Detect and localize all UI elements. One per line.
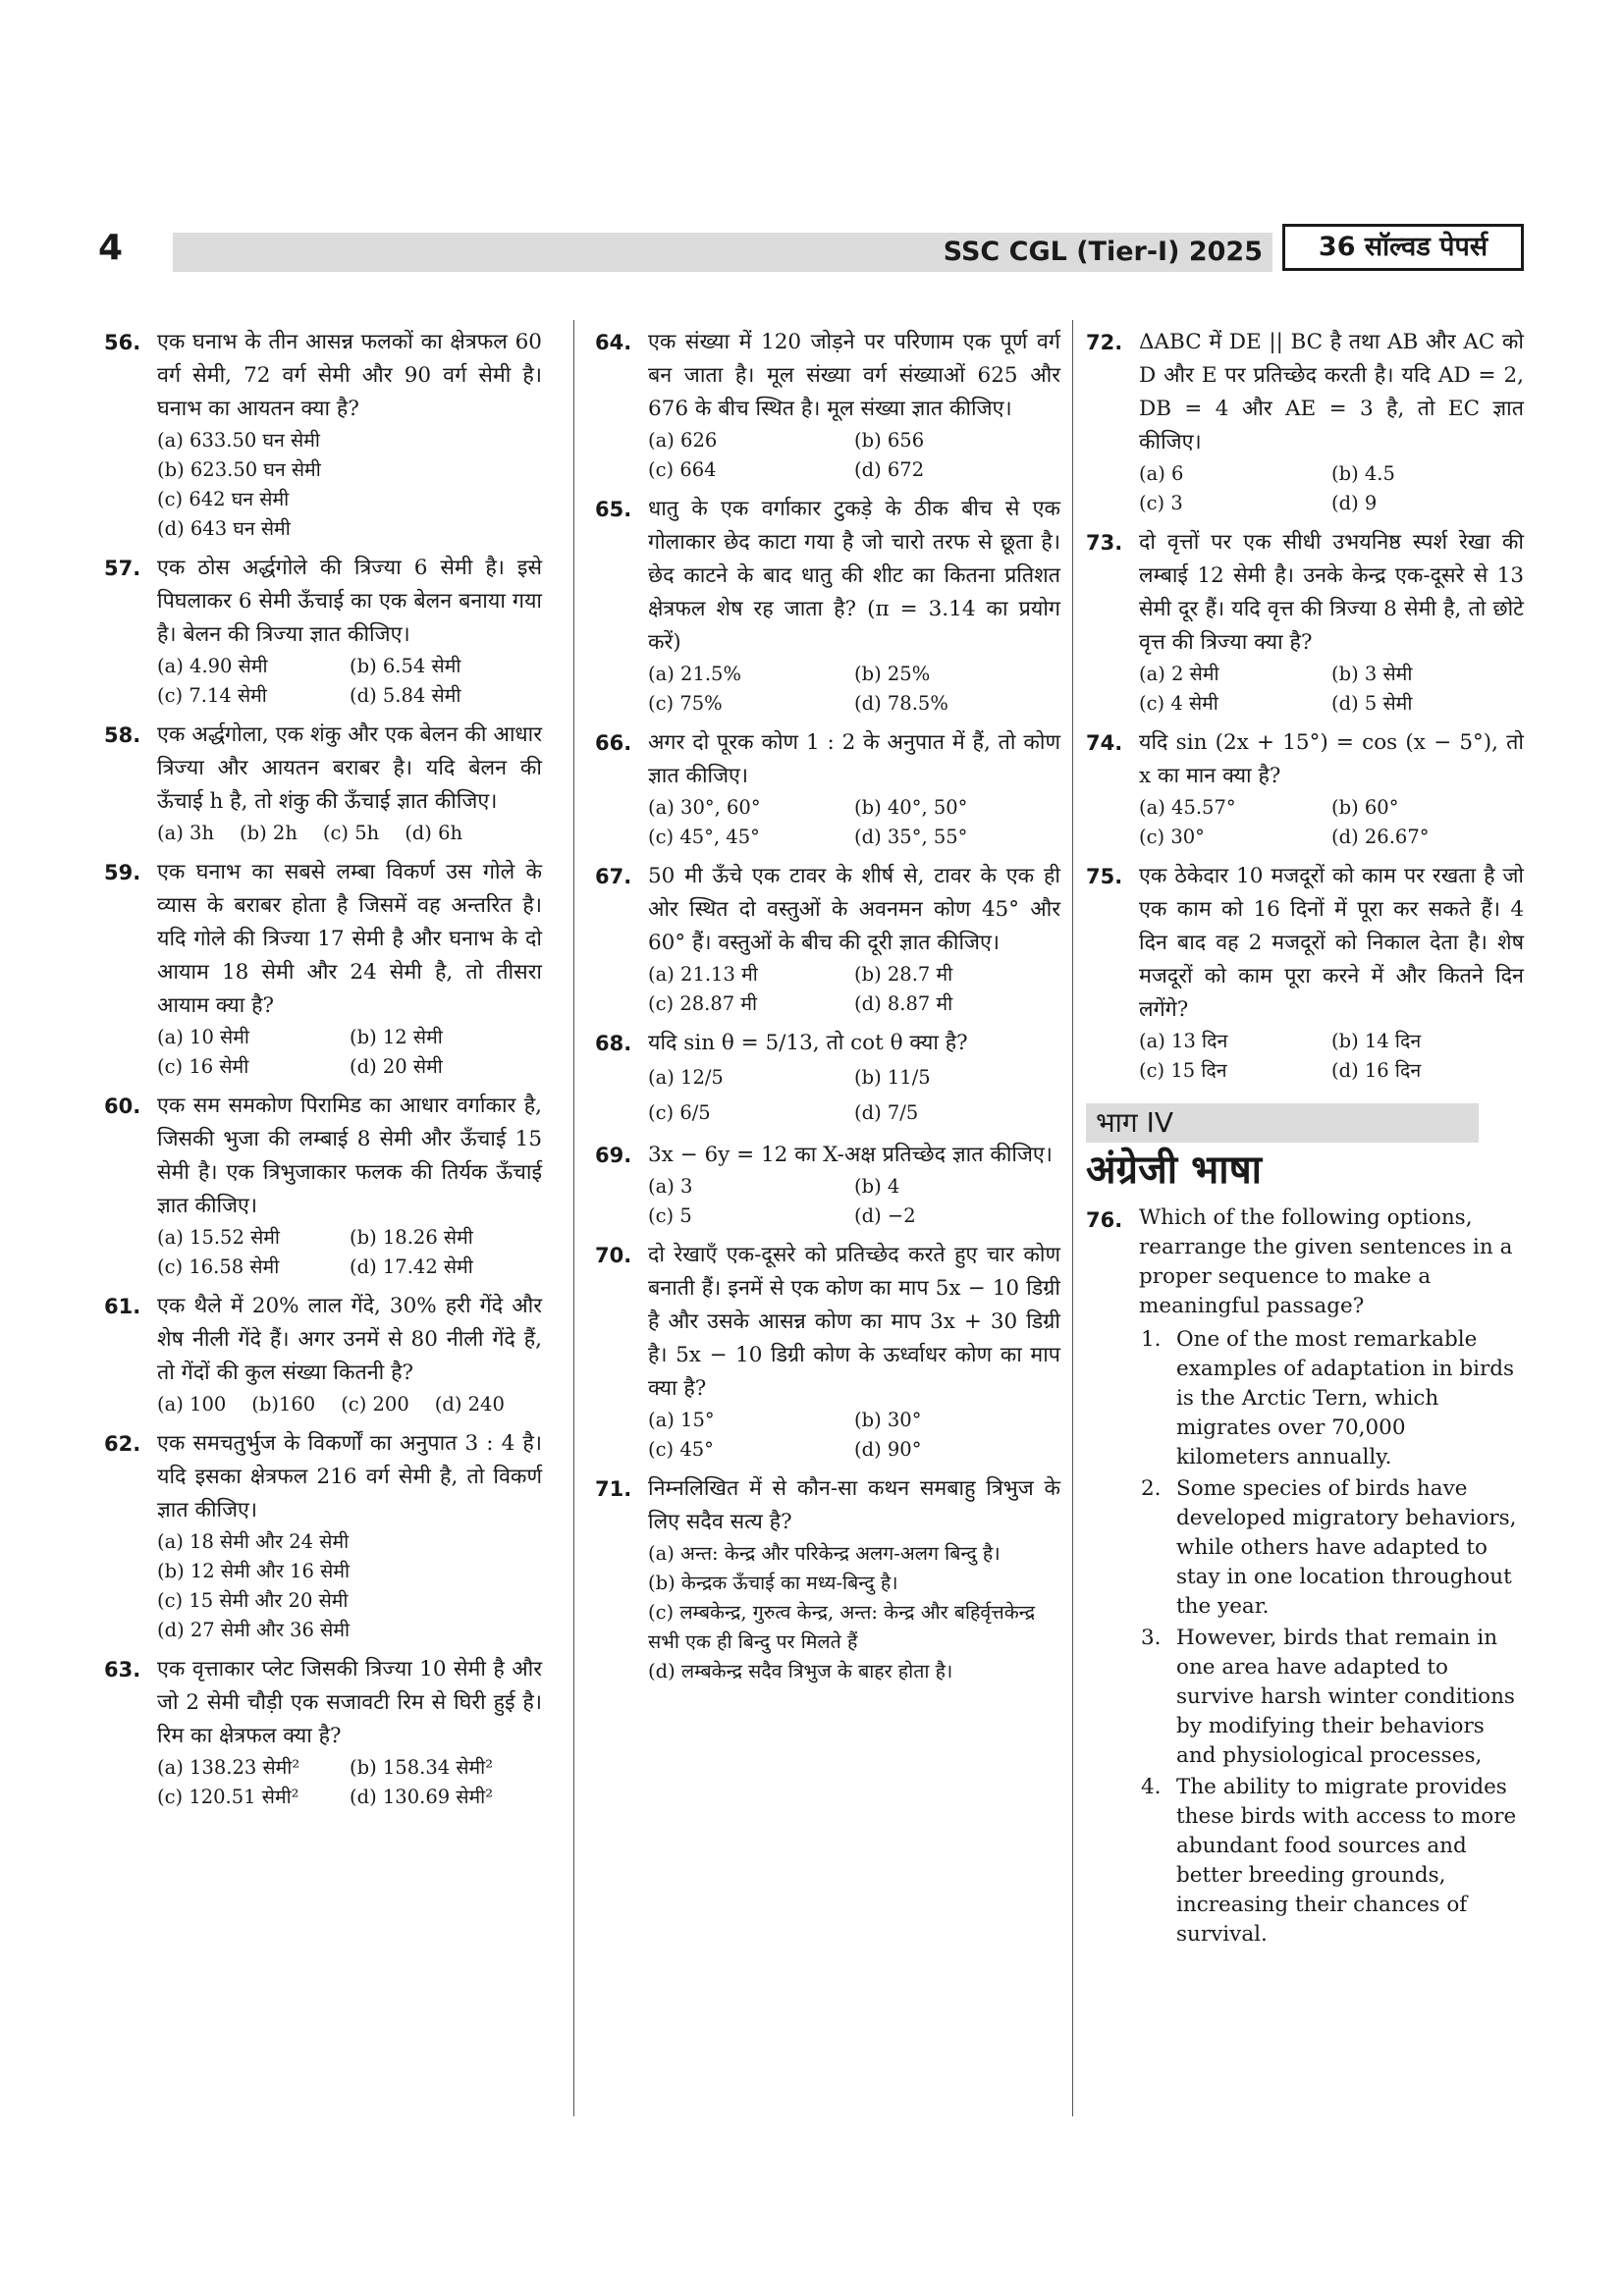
option: (b) 158.34 सेमी² — [350, 1756, 494, 1779]
question-item — [595, 1239, 1060, 1465]
sentence-number: 4. — [1141, 1775, 1162, 1799]
option: (c) 664 — [648, 458, 717, 481]
option: (a) 2 सेमी — [1139, 663, 1219, 685]
sentence-number: 1. — [1141, 1327, 1162, 1352]
options — [648, 1406, 1060, 1465]
question-text: एक थैले में 20% लाल गेंदे, 30% हरी गेंदे और शेष नीली गेंदे हैं। अगर उनमें से 80 नीली गेंदे हैं, तो गेंदों की कुल संख्या कितनी है? — [157, 1294, 542, 1385]
question-number: 57. — [104, 557, 141, 580]
option: (b)160 — [251, 1393, 316, 1415]
options — [1139, 793, 1524, 852]
question-text: यदि sin (2x + 15°) = cos (x − 5°), तो x का मान क्या है? — [1139, 730, 1524, 788]
option: (b) 28.7 मी — [854, 963, 953, 986]
question-item — [595, 326, 1060, 485]
option: (d) लम्बकेन्द्र सदैव त्रिभुज के बाहर होता है। — [648, 1660, 953, 1682]
option: (c) 16.58 सेमी — [157, 1255, 280, 1278]
option: (a) 21.5% — [648, 663, 741, 685]
question-number: 61. — [104, 1295, 141, 1318]
question-text: अगर दो पूरक कोण 1 : 2 के अनुपात में हैं, तो कोण ज्ञात कीजिए। — [648, 730, 1060, 788]
option: (c) 30° — [1139, 826, 1205, 848]
option: (a) 626 — [648, 429, 718, 452]
option: (d) 5.84 सेमी — [350, 684, 461, 707]
option: (c) 16 सेमी — [157, 1055, 249, 1078]
options — [648, 1060, 1060, 1131]
options — [157, 652, 542, 711]
section-title: अंग्रेजी भाषा — [1086, 1148, 1263, 1193]
question-number: 64. — [595, 331, 632, 354]
option: (d) 16 दिन — [1331, 1059, 1422, 1082]
option: (b) 3 सेमी — [1331, 663, 1413, 685]
option: (c) 3 — [1139, 492, 1183, 514]
options — [157, 1753, 542, 1812]
option: (a) 21.13 मी — [648, 963, 758, 986]
column-divider — [1072, 320, 1073, 2116]
question-number: 73. — [1086, 531, 1123, 555]
question-number: 75. — [1086, 865, 1123, 888]
question-text: ΔABC में DE || BC है तथा AB और AC को D और E पर प्रतिच्छेद करती है। यदि AD = 2, DB = 4 और AE = 3 है, तो EC ज्ञात कीजिए। — [1139, 330, 1524, 454]
option: (c) 200 — [341, 1393, 409, 1415]
options — [1139, 459, 1524, 518]
sentence-item — [1139, 1325, 1524, 1472]
sentence-text: One of the most remarkable examples of adaptation in birds is the Arctic Tern, which migrates over 70,000 kilometers annually. — [1176, 1327, 1515, 1469]
question-number: 60. — [104, 1095, 141, 1118]
section-label: भाग IV — [1086, 1103, 1479, 1143]
options — [648, 960, 1060, 1019]
sentence-number: 2. — [1141, 1476, 1162, 1501]
question-number: 69. — [595, 1144, 632, 1167]
option: (a) 15.52 सेमी — [157, 1226, 280, 1249]
question-item — [104, 1090, 542, 1282]
option: (d) 5 सेमी — [1331, 692, 1413, 715]
option: (b) 11/5 — [854, 1066, 931, 1089]
option: (a) 6 — [1139, 462, 1184, 485]
question-item — [595, 726, 1060, 852]
question-item — [104, 552, 542, 711]
question-text: धातु के एक वर्गाकार टुकड़े के ठीक बीच से एक गोलाकार छेद काटा गया है जो चारो तरफ से छूता है। छेद काटने के बाद धातु की शीट का कितना प्रतिशत क्षेत्रफल शेष रह जाता है? (π = 3.14 का प्रयोग करें) — [648, 497, 1060, 655]
option: (d) 26.67° — [1331, 826, 1430, 848]
option: (b) 12 सेमी — [350, 1026, 443, 1048]
sentence-item — [1139, 1773, 1524, 1949]
option: (c) 7.14 सेमी — [157, 684, 267, 707]
question-item — [104, 856, 542, 1082]
option: (d) 6h — [405, 822, 463, 844]
question-number: 58. — [104, 723, 141, 747]
option: (d) 9 — [1331, 492, 1378, 514]
options — [1139, 1027, 1524, 1086]
question-item — [104, 719, 542, 848]
option: (c) लम्बकेन्द्र, गुरुत्व केन्द्र, अन्त: केन्द्र और बहिर्वृत्तकेन्द्र सभी एक ही बिन्दु पर मिलते हैं — [648, 1601, 1036, 1653]
option: (d) 27 सेमी और 36 सेमी — [157, 1619, 351, 1641]
page-number: 4 — [98, 228, 124, 268]
option: (c) 5h — [322, 822, 380, 844]
question-text: एक सम समकोण पिरामिड का आधार वर्गाकार है, जिसकी भुजा की लम्बाई 8 सेमी और ऊँचाई 15 सेमी है। एक त्रिभुजाकार फलक की तिर्यक ऊँचाई ज्ञात कीजिए। — [157, 1094, 542, 1218]
option: (d) 7/5 — [854, 1101, 919, 1124]
sentence-text: However, birds that remain in one area have adapted to survive harsh winter conditions by modifying their behaviors and physiological processes, — [1176, 1626, 1515, 1768]
question-text: एक घनाभ का सबसे लम्बा विकर्ण उस गोले के व्यास के बराबर होता है जिसमें वह अन्तरित है। यदि गोले की त्रिज्या 17 सेमी है और घनाभ के दो आयाम 18 सेमी और 24 सेमी है, तो तीसरा आयाम क्या है? — [157, 860, 542, 1018]
option: (a) 4.90 सेमी — [157, 655, 268, 677]
option: (d) 20 सेमी — [350, 1055, 443, 1078]
option: (c) 75% — [648, 692, 723, 715]
option: (c) 28.87 मी — [648, 992, 758, 1015]
question-number: 72. — [1086, 331, 1123, 354]
question-item — [595, 1472, 1060, 1686]
option: (c) 4 सेमी — [1139, 692, 1218, 715]
options — [157, 1527, 542, 1645]
option: (c) 45°, 45° — [648, 826, 760, 848]
option: (b) 2h — [240, 822, 298, 844]
header-bar — [173, 233, 1272, 272]
column-1 — [104, 326, 542, 1820]
options — [157, 819, 542, 848]
question-item — [104, 1653, 542, 1812]
question-item — [104, 326, 542, 544]
option: (a) 3 — [648, 1175, 693, 1198]
question-text: 50 मी ऊँचे एक टावर के शीर्ष से, टावर के एक ही ओर स्थित दो वस्तुओं के अवनमन कोण 45° और 60° हैं। वस्तुओं के बीच की दूरी ज्ञात कीजिए। — [648, 864, 1060, 955]
option: (d) 8.87 मी — [854, 992, 953, 1015]
option: (b) 623.50 घन सेमी — [157, 458, 321, 481]
option: (b) 14 दिन — [1331, 1030, 1422, 1052]
option: (b) केन्द्रक ऊँचाई का मध्य-बिन्दु है। — [648, 1572, 898, 1594]
option: (a) 30°, 60° — [648, 796, 761, 819]
question-number: 76. — [1086, 1208, 1123, 1232]
question-text: एक संख्या में 120 जोड़ने पर परिणाम एक पूर्ण वर्ग बन जाता है। मूल संख्या वर्ग संख्याओं 625 और 676 के बीच स्थित है। मूल संख्या ज्ञात कीजिए। — [648, 330, 1060, 421]
option: (a) 100 — [157, 1393, 227, 1415]
question-item — [595, 493, 1060, 719]
options — [157, 1390, 542, 1419]
option: (d) 90° — [854, 1438, 922, 1461]
options — [648, 1172, 1060, 1231]
option: (d) −2 — [854, 1204, 916, 1227]
option: (d) 17.42 सेमी — [350, 1255, 473, 1278]
option: (b) 30° — [854, 1409, 922, 1431]
option: (c) 15 दिन — [1139, 1059, 1227, 1082]
sentence-text: The ability to migrate provides these birds with access to more abundant food sources and better breeding grounds, increasing their chances of survival. — [1176, 1775, 1517, 1947]
option: (a) 12/5 — [648, 1066, 724, 1089]
question-text: एक घनाभ के तीन आसन्न फलकों का क्षेत्रफल 60 वर्ग सेमी, 72 वर्ग सेमी और 90 वर्ग सेमी है। घनाभ का आयतन क्या है? — [157, 330, 542, 421]
question-item — [595, 1027, 1060, 1131]
question-text: एक अर्द्धगोला, एक शंकु और एक बेलन की आधार त्रिज्या और आयतन बराबर है। यदि बेलन की ऊँचाई h है, तो शंकु की ऊँचाई ज्ञात कीजिए। — [157, 722, 542, 814]
question-number: 63. — [104, 1658, 141, 1682]
option: (c) 642 घन सेमी — [157, 488, 290, 510]
options — [157, 426, 542, 544]
options — [648, 793, 1060, 852]
question-text: 3x − 6y = 12 का X-अक्ष प्रतिच्छेद ज्ञात कीजिए। — [648, 1143, 1053, 1167]
question-item — [1086, 326, 1524, 518]
question-76 — [1086, 1203, 1524, 1949]
options — [648, 1539, 1060, 1686]
question-number: 68. — [595, 1032, 632, 1055]
question-item — [1086, 526, 1524, 719]
option: (b) 12 सेमी और 16 सेमी — [157, 1560, 351, 1582]
option: (b) 18.26 सेमी — [350, 1226, 473, 1249]
question-number: 62. — [104, 1432, 141, 1456]
option: (c) 6/5 — [648, 1101, 711, 1124]
option: (a) 10 सेमी — [157, 1026, 249, 1048]
question-text: दो रेखाएँ एक-दूसरे को प्रतिच्छेद करते हुए चार कोण बनाती हैं। इनमें से एक कोण का माप 5x − 10 डिग्री है और उसके आसन्न कोण का माप 3x + 30 डिग्री है। 5x − 10 डिग्री कोण के ऊर्ध्वाधर कोण का माप क्या है? — [648, 1243, 1060, 1401]
option: (a) 45.57° — [1139, 796, 1236, 819]
sentence-list — [1139, 1325, 1524, 1949]
option: (b) 40°, 50° — [854, 796, 968, 819]
options — [648, 426, 1060, 485]
question-number: 70. — [595, 1244, 632, 1267]
option: (a) 13 दिन — [1139, 1030, 1228, 1052]
book-title-box: 36 सॉल्वड पेपर्स — [1282, 224, 1524, 271]
question-item — [104, 1290, 542, 1419]
option: (b) 25% — [854, 663, 931, 685]
option: (c) 45° — [648, 1438, 714, 1461]
option: (c) 5 — [648, 1204, 692, 1227]
option: (c) 15 सेमी और 20 सेमी — [157, 1589, 349, 1612]
option: (a) 3h — [157, 822, 215, 844]
question-item — [595, 1139, 1060, 1231]
column-3 — [1086, 326, 1524, 1957]
question-number: 71. — [595, 1477, 632, 1501]
question-text: निम्नलिखित में से कौन-सा कथन समबाहु त्रिभुज के लिए सदैव सत्य है? — [648, 1476, 1060, 1534]
question-number: 59. — [104, 861, 141, 884]
option: (d) 672 — [854, 458, 925, 481]
question-text: दो वृत्तों पर एक सीधी उभयनिष्ठ स्पर्श रेखा की लम्बाई 12 सेमी है। उनके केन्द्र एक-दूसरे से 13 सेमी दूर हैं। यदि वृत्त की त्रिज्या 8 सेमी है, तो छोटे वृत्त की त्रिज्या क्या है? — [1139, 530, 1524, 655]
question-number: 65. — [595, 498, 632, 521]
sentence-text: Some species of birds have developed migratory behaviors, while others have adapted to stay in one location throughout the year. — [1176, 1476, 1517, 1619]
options — [157, 1023, 542, 1082]
option: (a) 15° — [648, 1409, 715, 1431]
sentence-item — [1139, 1474, 1524, 1622]
option: (a) 633.50 घन सेमी — [157, 429, 320, 452]
question-text: एक समचतुर्भुज के विकर्णों का अनुपात 3 : 4 है। यदि इसका क्षेत्रफल 216 वर्ग सेमी है, तो विकर्ण ज्ञात कीजिए। — [157, 1431, 542, 1522]
question-item — [595, 860, 1060, 1019]
question-text: Which of the following options, rearrange the given sentences in a proper sequence to make a meaningful passage? — [1139, 1205, 1513, 1318]
option: (a) 138.23 सेमी² — [157, 1756, 300, 1779]
options — [157, 1223, 542, 1282]
question-text: एक ठोस अर्द्धगोले की त्रिज्या 6 सेमी है। इसे पिघलाकर 6 सेमी ऊँचाई का एक बेलन बनाया गया है। बेलन की त्रिज्या ज्ञात कीजिए। — [157, 556, 542, 647]
question-text: एक वृत्ताकार प्लेट जिसकी त्रिज्या 10 सेमी है और जो 2 सेमी चौड़ी एक सजावटी रिम से घिरी हुई है। रिम का क्षेत्रफल क्या है? — [157, 1657, 542, 1748]
question-number: 56. — [104, 331, 141, 354]
question-item — [1086, 726, 1524, 852]
option: (a) 18 सेमी और 24 सेमी — [157, 1530, 350, 1553]
column-2 — [595, 326, 1060, 1694]
question-item — [104, 1427, 542, 1645]
option: (c) 120.51 सेमी² — [157, 1786, 299, 1808]
question-text: एक ठेकेदार 10 मजदूरों को काम पर रखता है जो एक काम को 16 दिनों में पूरा कर सकते हैं। 4 दिन बाद वह 2 मजदूरों को निकाल देता है। शेष मजदूरों को काम पूरा करने में और कितने दिन लगेंगे? — [1139, 864, 1524, 1022]
question-number: 67. — [595, 865, 632, 888]
sentence-item — [1139, 1624, 1524, 1771]
sentence-number: 3. — [1141, 1626, 1162, 1650]
option: (b) 4.5 — [1331, 462, 1395, 485]
question-number: 66. — [595, 731, 632, 755]
option: (d) 78.5% — [854, 692, 948, 715]
option: (d) 35°, 55° — [854, 826, 968, 848]
question-text: यदि sin θ = 5/13, तो cot θ क्या है? — [648, 1031, 968, 1055]
exam-title: SSC CGL (Tier-I) 2025 — [943, 237, 1263, 267]
question-number: 74. — [1086, 731, 1123, 755]
option: (d) 240 — [434, 1393, 505, 1415]
option: (d) 643 घन सेमी — [157, 517, 291, 540]
option: (d) 130.69 सेमी² — [350, 1786, 494, 1808]
option: (b) 656 — [854, 429, 925, 452]
section-header — [1086, 1103, 1524, 1198]
option: (b) 6.54 सेमी — [350, 655, 461, 677]
option: (a) अन्त: केन्द्र और परिकेन्द्र अलग-अलग बिन्दु है। — [648, 1542, 1001, 1565]
page-header — [90, 224, 1534, 277]
question-item — [1086, 860, 1524, 1086]
option: (b) 60° — [1331, 796, 1399, 819]
column-divider — [573, 320, 574, 2116]
options — [1139, 660, 1524, 719]
options — [648, 660, 1060, 719]
option: (b) 4 — [854, 1175, 900, 1198]
